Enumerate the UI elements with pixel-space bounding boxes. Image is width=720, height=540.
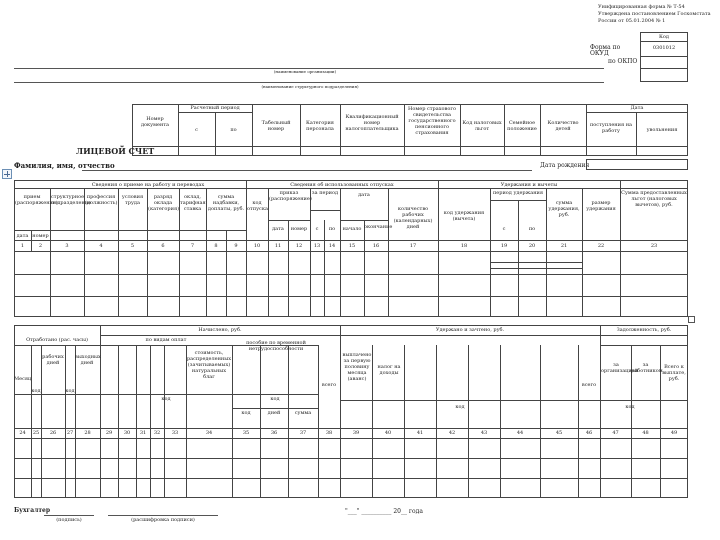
upper-col-num: 5 xyxy=(130,243,135,249)
upper-col-num: 12 xyxy=(295,243,303,249)
upper-col-num: 19 xyxy=(500,243,508,249)
hdr-kol-detey: Количество детей xyxy=(547,120,579,132)
hdr-semeynoe: Семейное положение xyxy=(507,120,537,132)
dept-line[interactable] xyxy=(14,82,604,83)
lh-vsego2: всего xyxy=(581,382,597,388)
uh-s-nomer2: номер xyxy=(290,226,308,232)
dept-caption: (наименование структурного подразделения) xyxy=(261,84,359,89)
lh-kod-4: код xyxy=(270,396,280,402)
resize-handle[interactable] xyxy=(688,316,695,323)
okud-value: 0301012 xyxy=(652,45,676,51)
lh-stoimost: стоимость, распределенных (зачитываемых) натуральных благ xyxy=(186,350,232,380)
uh-prikaz: приказ (распоряжение) xyxy=(269,190,312,202)
uh-s-s2: с xyxy=(502,226,506,232)
uh-s-po: по xyxy=(328,226,336,232)
form-line-3: России от 05.01.2004 № 1 xyxy=(598,18,666,24)
lh-kod-5: код xyxy=(455,404,465,410)
lower-col-num: 24 xyxy=(19,430,26,436)
lh-kod-7: код xyxy=(241,410,251,416)
upper-col-num: 11 xyxy=(274,243,282,249)
upper-col-num: 8 xyxy=(214,243,218,249)
hdr-kategoriya: Категория персонала xyxy=(306,120,334,132)
upper-col-num: 21 xyxy=(560,243,568,249)
rasshifr-field[interactable] xyxy=(108,515,218,516)
lower-col-num: 29 xyxy=(105,430,113,436)
okud-label: Форма по ОКУД xyxy=(590,44,621,57)
org-caption: (наименование организации) xyxy=(273,69,337,74)
lh-rab-dney: рабочих дней xyxy=(42,354,64,366)
uh-s-okon: окончание xyxy=(364,224,393,230)
upper-col-num: 23 xyxy=(650,243,658,249)
upper-col-num: 16 xyxy=(372,243,380,249)
upper-col-num: 7 xyxy=(190,243,195,249)
lower-group-zadolzh: Задолженность, руб. xyxy=(616,327,672,333)
uh-kol: количество рабочих (календарных) дней xyxy=(393,206,433,230)
uh-s-data: дата xyxy=(16,233,29,239)
birth-label: Дата рождения xyxy=(540,162,590,169)
lower-col-num: 40 xyxy=(384,430,392,436)
lh-avans: выплачено за первую половину месяца (аванс) xyxy=(342,352,372,382)
lh-kod-2: код xyxy=(65,388,75,394)
lh-kod-6: код xyxy=(625,404,635,410)
lower-col-num: 33 xyxy=(171,430,179,436)
uh-summa: сумма надбавки, доплаты, руб. xyxy=(207,194,245,212)
lh-za-rab: за работником xyxy=(631,362,663,374)
lh-vsego: всего xyxy=(321,382,337,388)
hdr-kod-nalog: Код налоговых льгот xyxy=(462,120,502,132)
uh-kod-otp: код отпуска xyxy=(247,200,268,212)
lower-col-num: 39 xyxy=(352,430,360,436)
upper-col-num: 10 xyxy=(253,243,261,249)
uh-razmer: размер удержания xyxy=(586,200,616,212)
add-icon[interactable] xyxy=(2,169,12,179)
lh-za-org: за организацией xyxy=(601,362,639,374)
uh-priem: прием (распоряжение) xyxy=(15,194,58,206)
lower-group-ud: Удержано и зачтено, руб. xyxy=(435,327,505,333)
lower-col-num: 35 xyxy=(242,430,250,436)
lower-col-num: 27 xyxy=(66,430,74,436)
lh-dney: дней xyxy=(267,410,281,416)
lower-col-num: 46 xyxy=(585,430,593,436)
uh-struct: структурное подразделение xyxy=(51,194,92,206)
upper-col-num: 18 xyxy=(460,243,468,249)
fio-label: Фамилия, имя, отчество xyxy=(14,161,115,170)
uh-summa-ud: сумма удержания, руб. xyxy=(548,200,580,218)
hdr-po: по xyxy=(230,127,237,133)
hdr-kvalif: Квалификационный номер налогоплательщика xyxy=(345,114,399,132)
lower-col-num: 42 xyxy=(448,430,456,436)
birth-field[interactable] xyxy=(586,159,688,170)
hdr-nomer-doc: Номер документа xyxy=(140,116,170,128)
uh-razryad: разряд оклада (категория) xyxy=(148,194,180,212)
uh-uslov: условия труда xyxy=(121,194,144,206)
kod-label: Код xyxy=(659,34,669,40)
upper-col-num: 1 xyxy=(20,243,25,249)
lower-col-num: 36 xyxy=(270,430,278,436)
hdr-postuplenie: поступления на работу xyxy=(589,122,633,134)
uh-tarif: оклад, тарифная ставка xyxy=(180,194,206,212)
uh-s-po2: по xyxy=(528,226,536,232)
uh-summa-pred: Сумма предоставленных льгот (налоговых вычетов), руб. xyxy=(621,190,687,208)
lower-col-num: 25 xyxy=(32,430,40,436)
lower-col-num: 48 xyxy=(642,430,649,436)
hdr-period: Расчетный период xyxy=(190,105,240,111)
upper-col-num: 9 xyxy=(234,243,238,249)
hdr-s: с xyxy=(195,127,198,133)
uh-period2: период удержания xyxy=(492,190,544,196)
okpo-label: по ОКПО xyxy=(608,58,638,65)
lower-col-num: 26 xyxy=(49,430,57,436)
lower-col-num: 31 xyxy=(139,430,147,436)
lower-col-num: 45 xyxy=(555,430,563,436)
page-title: ЛИЦЕВОЙ СЧЕТ xyxy=(76,146,155,156)
upper-col-num: 3 xyxy=(65,243,69,249)
lh-mesyac: Месяц xyxy=(14,376,32,382)
upper-group-uderzh: Удержания и вычеты xyxy=(500,182,558,188)
hdr-uvolnenie: увольнения xyxy=(646,127,678,133)
lh-nalog: налог на доходы xyxy=(377,364,401,376)
uh-s-data2: дата xyxy=(272,226,284,232)
lower-table xyxy=(14,325,688,498)
fio-field[interactable] xyxy=(82,170,532,171)
upper-col-num: 14 xyxy=(328,243,336,249)
upper-col-num: 13 xyxy=(313,243,321,249)
uh-data: дата xyxy=(358,192,370,198)
uh-period: за период xyxy=(311,190,339,196)
lh-k-vyplate: Всего к выплате, руб. xyxy=(662,364,686,382)
lower-col-num: 38 xyxy=(325,430,333,436)
upper-col-num: 6 xyxy=(161,243,165,249)
lower-col-num: 34 xyxy=(205,430,213,436)
lh-vyh-dney: выходных дней xyxy=(75,354,101,366)
upper-group-priem: Сведения о приеме на работу и переводах xyxy=(91,182,205,188)
lower-col-num: 43 xyxy=(480,430,488,436)
upper-col-num: 20 xyxy=(528,243,536,249)
form-line-2: Утверждена постановлением Госкомстата xyxy=(598,11,711,17)
lower-col-num: 32 xyxy=(153,430,161,436)
buh-label: Бухгалтер xyxy=(14,507,51,514)
upper-col-num: 22 xyxy=(597,243,605,249)
uh-kod-ud: код удержания (вычета) xyxy=(443,210,485,222)
lower-col-num: 47 xyxy=(612,430,619,436)
lh-otrab: Отработано (рас. часы) xyxy=(26,337,88,343)
hdr-svid: Номер страхового свидетельства государственного пенсионного страхования xyxy=(407,106,457,136)
uh-s-s: с xyxy=(315,226,319,232)
upper-group-otpusk: Сведения об использованных отпусках xyxy=(290,182,394,188)
uh-prof: профессия (должность) xyxy=(85,194,118,206)
lh-summa: сумма xyxy=(294,410,312,416)
rasshifr-caption: (расшифровка подписи) xyxy=(131,517,195,523)
sign-field[interactable] xyxy=(44,515,94,516)
lh-kod-1: код xyxy=(31,388,41,394)
uh-s-nach: начало xyxy=(342,226,362,232)
lower-col-num: 44 xyxy=(516,430,524,436)
upper-col-num: 15 xyxy=(348,243,356,249)
upper-col-num: 17 xyxy=(409,243,417,249)
upper-col-num: 4 xyxy=(99,243,103,249)
lh-po-vidam: по видам оплат xyxy=(145,337,187,343)
upper-col-num: 2 xyxy=(38,243,43,249)
lh-posobie: пособие по временной нетрудоспособности xyxy=(246,340,306,352)
lower-col-num: 49 xyxy=(670,430,678,436)
hdr-tabel: Табельный номер xyxy=(261,120,291,132)
lower-group-nach: Начислено, руб. xyxy=(198,327,242,333)
hdr-data: Дата xyxy=(630,105,644,111)
uh-s-nomer: номер xyxy=(32,233,49,239)
lower-col-num: 30 xyxy=(123,430,131,436)
form-line-1: Унифицированная форма № Т-54 xyxy=(598,4,685,10)
lh-kod-3: код xyxy=(161,396,171,402)
podpis-caption: (подпись) xyxy=(56,517,82,523)
lower-col-num: 37 xyxy=(299,430,307,436)
footer-date: "___" __________ 20__ года xyxy=(345,508,423,515)
lower-col-num: 28 xyxy=(84,430,91,436)
lower-col-num: 41 xyxy=(416,430,424,436)
